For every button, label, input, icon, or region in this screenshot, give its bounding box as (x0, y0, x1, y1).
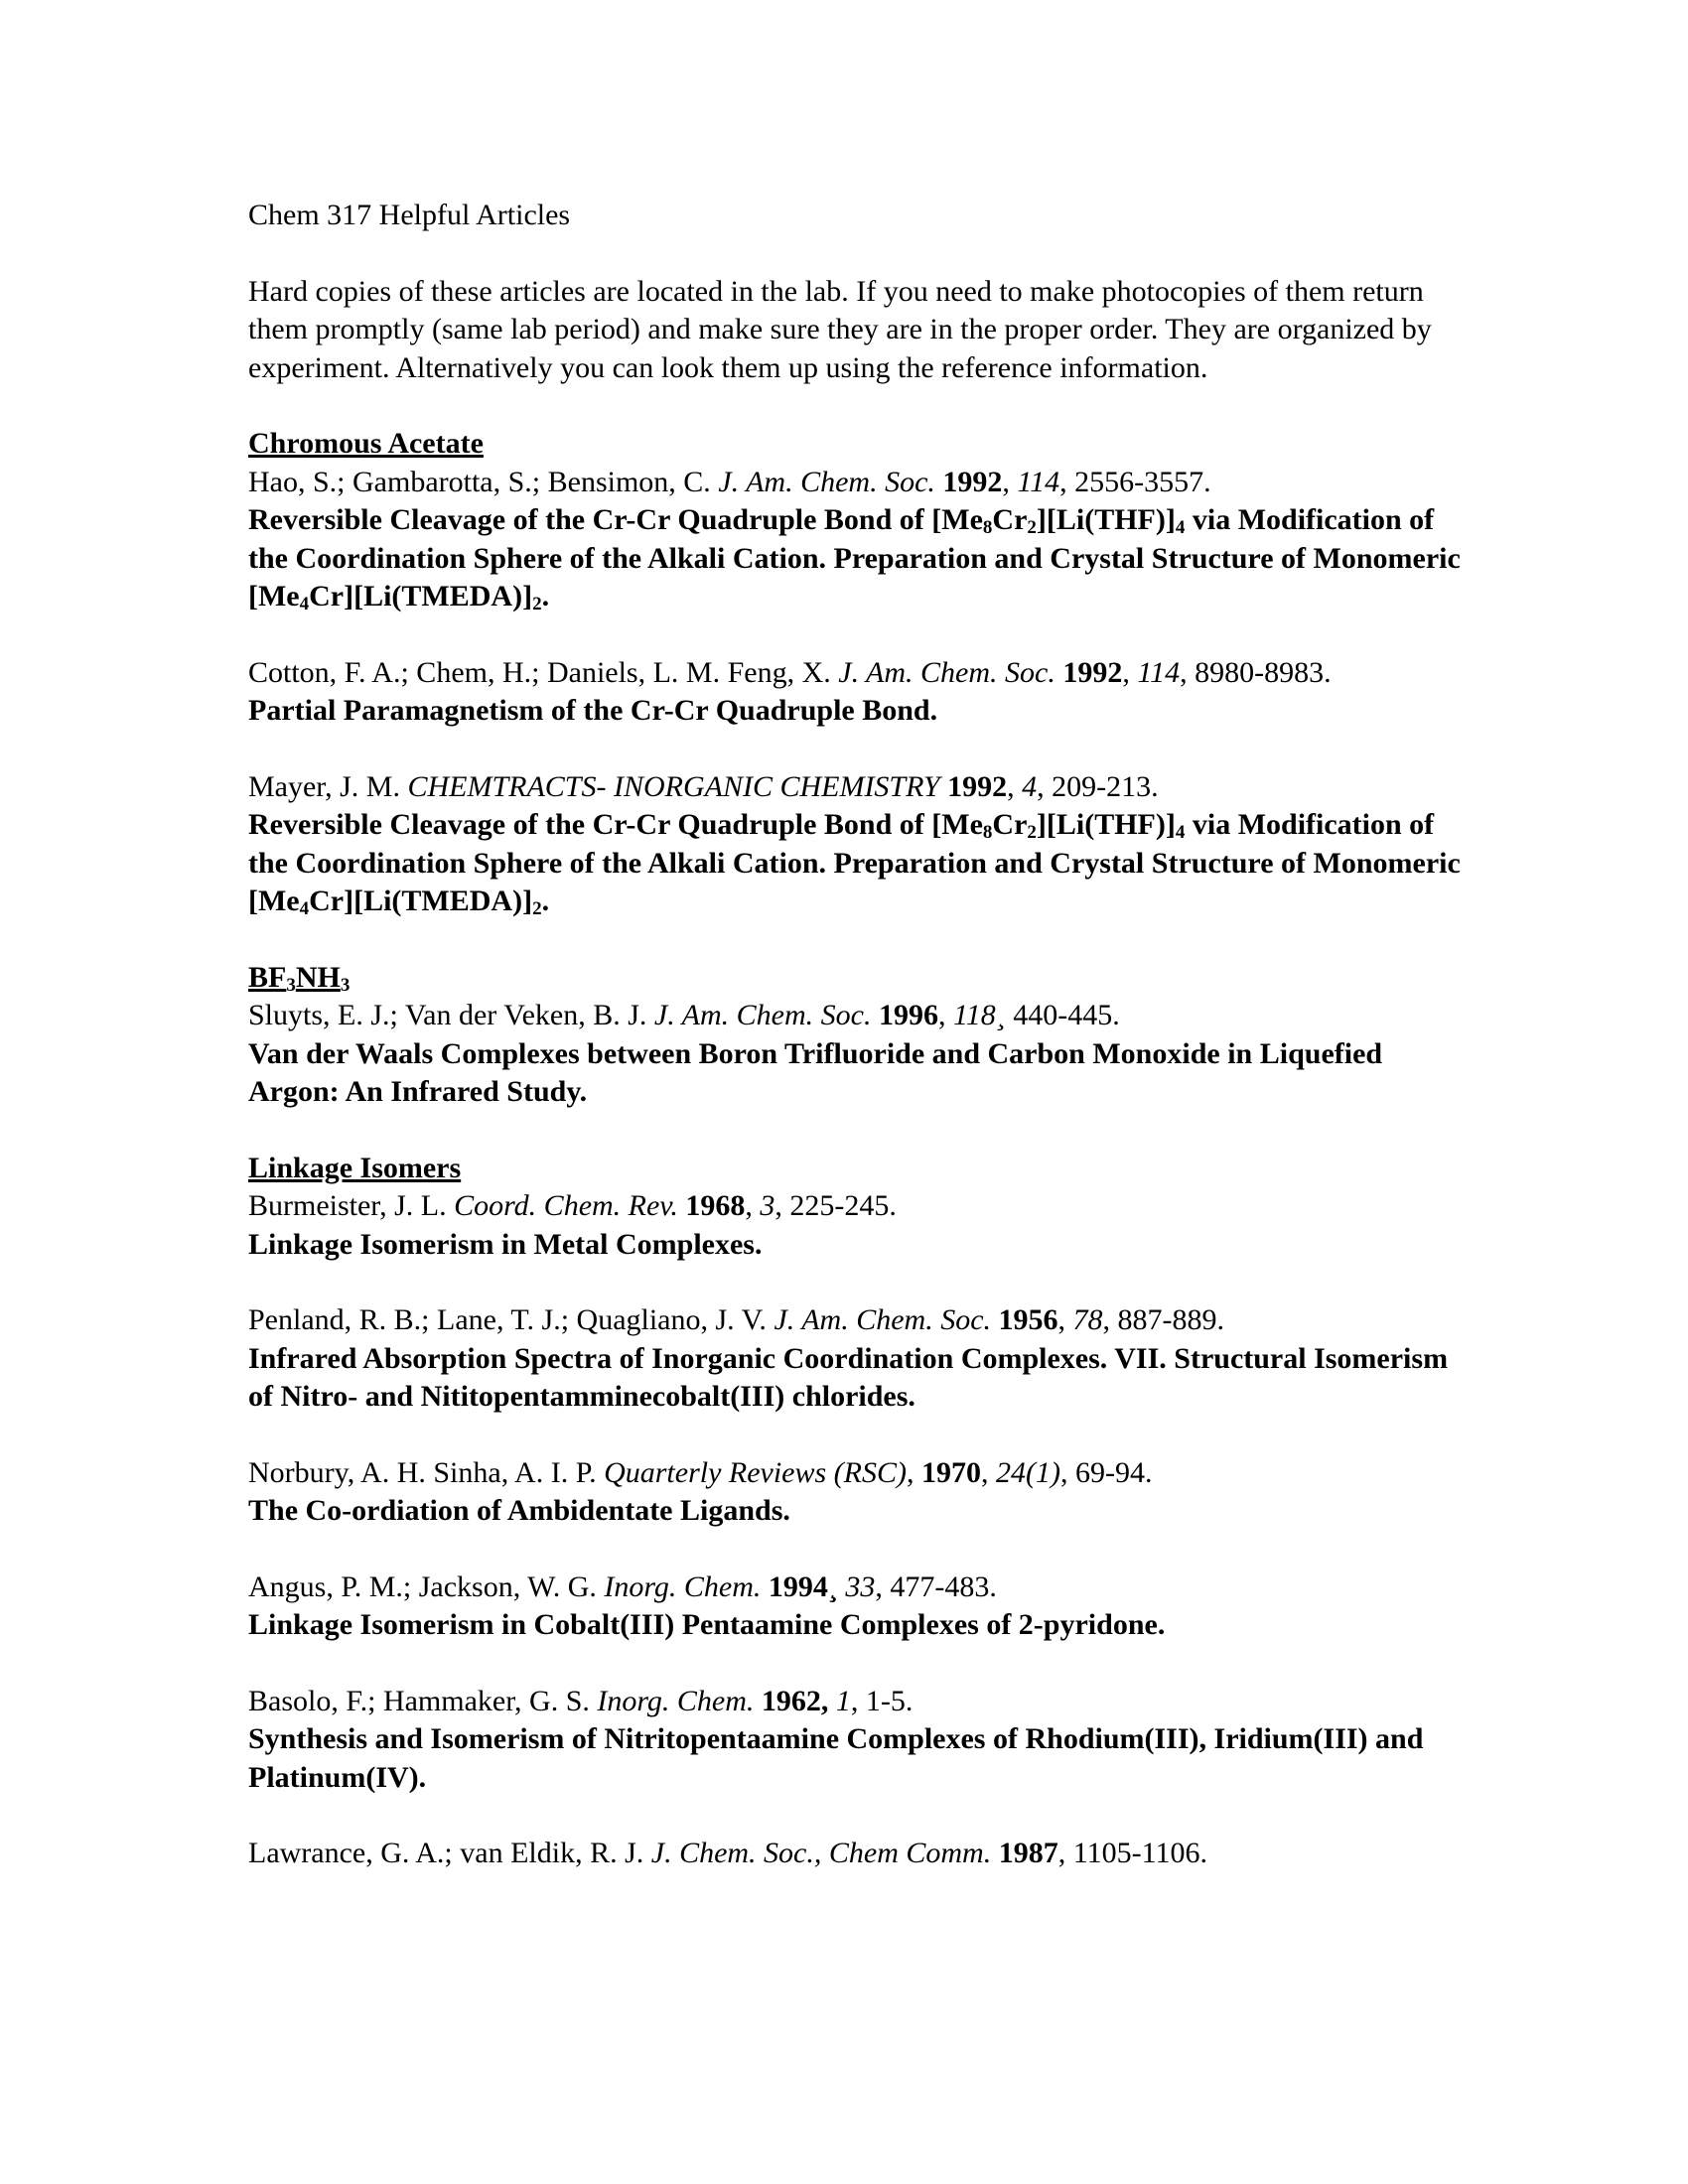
title-part: via Modification of the Coordination Sphere of the Alkali Cation. Preparation and Crystal Structure of Monomeric [Me (248, 503, 1461, 613)
title-part: Reversible Cleavage of the Cr-Cr Quadruple Bond of [Me (248, 808, 983, 841)
reference-citation: Mayer, J. M. CHEMTRACTS- INORGANIC CHEMISTRY 1992, 4, 209-213. (248, 769, 1159, 803)
reference-year: 1992 (942, 465, 1003, 498)
reference-citation: Basolo, F.; Hammaker, G. S. Inorg. Chem. 1962, 1, 1-5. (248, 1684, 914, 1717)
title-part: ][Li(THF)] (1036, 808, 1176, 841)
subscript: 2 (532, 594, 542, 614)
title-part: . (541, 885, 550, 917)
reference-burmeister-1968 (248, 1187, 1470, 1264)
reference-lawrance-1987 (248, 1835, 1470, 1873)
reference-cotton-1992 (248, 654, 1470, 731)
reference-norbury-1970 (248, 1454, 1470, 1531)
heading-part: NH (295, 960, 341, 994)
reference-year: 1956 (998, 1303, 1058, 1336)
reference-pages: 8980-8983. (1195, 655, 1332, 689)
subscript: 3 (340, 974, 351, 996)
reference-citation: Cotton, F. A.; Chem, H.; Daniels, L. M. Feng, X. J. Am. Chem. Soc. 1992, 114, 8980-8983. (248, 655, 1332, 689)
reference-authors: Penland, R. B.; Lane, T. J.; Quagliano, J. V. (248, 1303, 767, 1336)
reference-title: Linkage Isomerism in Metal Complexes. (248, 1227, 763, 1261)
title-part: Cr (992, 808, 1028, 841)
reference-year: 1970 (921, 1455, 981, 1489)
reference-journal: Quarterly Reviews (RSC) (604, 1455, 907, 1489)
page-title: Chem 317 Helpful Articles (248, 199, 571, 231)
reference-pages: 1105-1106. (1072, 1837, 1207, 1869)
reference-journal: J. Am. Chem. Soc. (718, 465, 935, 498)
subscript: 2 (532, 898, 542, 919)
reference-title (248, 806, 1470, 921)
section-heading-chromous-acetate: Chromous Acetate (248, 427, 484, 460)
title-part: Cr][Li(TMEDA)] (309, 580, 533, 613)
reference-pages: 69-94. (1074, 1455, 1153, 1489)
reference-pages: 440-445. (1013, 999, 1120, 1031)
reference-journal: J. Am. Chem. Soc. (838, 655, 1055, 689)
reference-citation: Lawrance, G. A.; van Eldik, R. J. J. Chem. Soc., Chem Comm. 1987, 1105-1106. (248, 1837, 1207, 1869)
reference-citation: Hao, S.; Gambarotta, S.; Bensimon, C. J. Am. Chem. Soc. 1992, 114, 2556-3557. (248, 465, 1211, 498)
reference-year: 1962, (761, 1684, 829, 1717)
reference-authors: Hao, S.; Gambarotta, S.; Bensimon, C. (248, 465, 711, 498)
reference-volume: 114 (1137, 655, 1181, 689)
reference-sluyts-1996 (248, 997, 1470, 1112)
reference-journal: Inorg. Chem. (604, 1570, 762, 1603)
subscript: 8 (982, 517, 993, 538)
section-heading-bf3nh3 (248, 959, 1470, 998)
reference-journal: Inorg. Chem. (597, 1684, 755, 1717)
title-part: via Modification of the Coordination Sphere of the Alkali Cation. Preparation and Crystal Structure of Monomeric [Me (248, 808, 1461, 917)
reference-penland-1956 (248, 1301, 1470, 1417)
title-part: Cr (992, 503, 1028, 536)
subscript: 4 (1175, 517, 1186, 538)
reference-year: 1996 (878, 999, 938, 1031)
reference-authors: Angus, P. M.; Jackson, W. G. (248, 1570, 597, 1603)
reference-year: 1968 (685, 1189, 746, 1222)
reference-mayer-1992 (248, 768, 1470, 921)
reference-authors: Sluyts, E. J.; Van der Veken, B. J. (248, 999, 647, 1031)
reference-citation: Angus, P. M.; Jackson, W. G. Inorg. Chem. 1994¸ 33, 477-483. (248, 1570, 997, 1603)
reference-journal: J. Chem. Soc., Chem Comm. (650, 1837, 992, 1869)
subscript: 2 (1027, 822, 1037, 843)
subscript: 4 (299, 898, 310, 919)
reference-volume: 33 (845, 1570, 876, 1603)
reference-volume: 3 (760, 1189, 775, 1222)
reference-volume: 114 (1017, 465, 1060, 498)
reference-citation: Burmeister, J. L. Coord. Chem. Rev. 1968, 3, 225-245. (248, 1189, 897, 1222)
document-body (248, 197, 1470, 1873)
reference-authors: Norbury, A. H. Sinha, A. I. P. (248, 1455, 597, 1489)
reference-title: Synthesis and Isomerism of Nitritopentaamine Complexes of Rhodium(III), Iridium(III) and Platinum(IV). (248, 1722, 1424, 1794)
reference-title: Partial Paramagnetism of the Cr-Cr Quadruple Bond. (248, 694, 938, 727)
subscript: 4 (1175, 822, 1186, 843)
reference-year: 1994¸ (768, 1570, 838, 1603)
reference-pages: 477-483. (890, 1570, 997, 1603)
reference-journal: J. Am. Chem. Soc. (774, 1303, 992, 1336)
section-heading-linkage-isomers: Linkage Isomers (248, 1151, 462, 1184)
title-part: Reversible Cleavage of the Cr-Cr Quadruple Bond of [Me (248, 503, 983, 536)
reference-year: 1992 (1062, 655, 1123, 689)
reference-volume: 118¸ (952, 999, 1006, 1031)
title-part: ][Li(THF)] (1036, 503, 1176, 536)
reference-pages: 209-213. (1052, 769, 1159, 803)
reference-volume: 1 (835, 1684, 851, 1717)
reference-title (248, 501, 1470, 616)
reference-citation: Norbury, A. H. Sinha, A. I. P. Quarterly Reviews (RSC), 1970, 24(1), 69-94. (248, 1455, 1153, 1489)
reference-volume: 24(1) (996, 1455, 1060, 1489)
heading-part: BF (248, 960, 287, 994)
reference-year: 1987 (998, 1837, 1058, 1869)
reference-volume: 78 (1072, 1303, 1103, 1336)
reference-pages: 2556-3557. (1074, 465, 1211, 498)
reference-title: The Co-ordiation of Ambidentate Ligands. (248, 1494, 790, 1527)
reference-journal: Coord. Chem. Rev. (454, 1189, 678, 1222)
title-part: . (541, 580, 550, 613)
intro-paragraph: Hard copies of these articles are located in the lab. If you need to make photocopies of them return them promptly (same lab period) and make sure they are in the proper order. They are organized by experiment. Alternatively you can look them up using the reference information. (248, 274, 1432, 384)
reference-title: Infrared Absorption Spectra of Inorganic Coordination Complexes. VII. Structural Isomerism of Nitro- and Nititopentamminecobalt(III) chlorides. (248, 1341, 1449, 1413)
reference-authors: Mayer, J. M. (248, 769, 400, 803)
reference-volume: 4 (1022, 769, 1038, 803)
reference-authors: Cotton, F. A.; Chem, H.; Daniels, L. M. Feng, X. (248, 655, 831, 689)
reference-citation: Penland, R. B.; Lane, T. J.; Quagliano, J. V. J. Am. Chem. Soc. 1956, 78, 887-889. (248, 1303, 1225, 1336)
reference-hao-1992 (248, 464, 1470, 616)
reference-journal: CHEMTRACTS- INORGANIC CHEMISTRY (407, 769, 940, 803)
subscript: 2 (1027, 517, 1037, 538)
reference-authors: Burmeister, J. L. (248, 1189, 447, 1222)
reference-pages: 1-5. (865, 1684, 914, 1717)
reference-title: Van der Waals Complexes between Boron Trifluoride and Carbon Monoxide in Liquefied Argon: An Infrared Study. (248, 1036, 1383, 1108)
subscript: 3 (286, 974, 296, 996)
reference-citation: Sluyts, E. J.; Van der Veken, B. J. J. Am. Chem. Soc. 1996, 118¸ 440-445. (248, 999, 1120, 1031)
reference-authors: Basolo, F.; Hammaker, G. S. (248, 1684, 590, 1717)
subscript: 8 (982, 822, 993, 843)
reference-journal: J. Am. Chem. Soc. (653, 999, 872, 1031)
reference-basolo-1962 (248, 1683, 1470, 1798)
reference-authors: Lawrance, G. A.; van Eldik, R. J. (248, 1837, 644, 1869)
reference-title: Linkage Isomerism in Cobalt(III) Pentaamine Complexes of 2-pyridone. (248, 1608, 1166, 1641)
reference-angus-1994 (248, 1569, 1470, 1645)
reference-pages: 225-245. (789, 1189, 897, 1222)
reference-year: 1992 (947, 769, 1008, 803)
reference-pages: 887-889. (1117, 1303, 1225, 1336)
title-part: Cr][Li(TMEDA)] (309, 885, 533, 917)
subscript: 4 (299, 594, 310, 614)
